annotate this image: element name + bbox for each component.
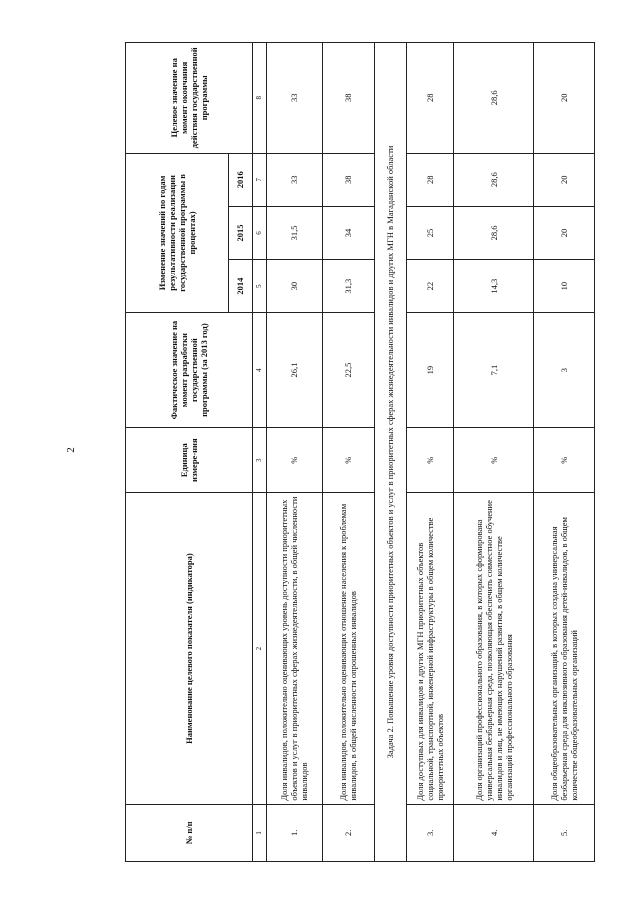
header-year-2016: 2016 [229, 153, 252, 206]
row-2014: 31,3 [322, 260, 374, 313]
row-unit: % [266, 427, 322, 493]
row-2014: 10 [533, 260, 594, 313]
row-2016: 28,6 [454, 153, 534, 206]
row-unit: % [454, 427, 534, 493]
row-num: 3. [407, 804, 454, 861]
row-num: 4. [454, 804, 534, 861]
row-target: 28 [407, 43, 454, 154]
row-actual: 3 [533, 313, 594, 428]
row-num: 1. [266, 804, 322, 861]
row-actual: 26,1 [266, 313, 322, 428]
header-year-2014: 2014 [229, 260, 252, 313]
row-2015: 20 [533, 206, 594, 259]
row-target: 20 [533, 43, 594, 154]
row-2014: 14,3 [454, 260, 534, 313]
row-target: 28,6 [454, 43, 534, 154]
row-2016: 38 [322, 153, 374, 206]
row-actual: 22,5 [322, 313, 374, 428]
table-row [533, 43, 594, 862]
table-row [407, 43, 454, 862]
column-index: 3 [252, 427, 266, 493]
column-index: 6 [252, 206, 266, 259]
row-name: Доля инвалидов, положительно оценивающих уровень доступности приоритетных объектов и услуг в приоритетных сферах жизнедеятельности, в общей численности инвалидов [266, 493, 322, 804]
column-index: 8 [252, 43, 266, 154]
page-number: 2 [64, 447, 77, 453]
row-2015: 25 [407, 206, 454, 259]
row-2015: 28,6 [454, 206, 534, 259]
table-row [266, 43, 322, 862]
row-2016: 20 [533, 153, 594, 206]
indicator-table-container [125, 42, 595, 862]
row-2015: 31,5 [266, 206, 322, 259]
row-target: 38 [322, 43, 374, 154]
row-name: Доля инвалидов, положительно оценивающих отношение населения к проблемам инвалидов, в общей численности опрошенных инвалидов [322, 493, 374, 804]
header-unit: Единица измере-ния [126, 427, 253, 493]
row-unit: % [407, 427, 454, 493]
row-2014: 30 [266, 260, 322, 313]
column-index: 2 [252, 493, 266, 804]
header-target: Целевое значение на момент окончания действия государственной программы [126, 43, 253, 154]
row-actual: 7,1 [454, 313, 534, 428]
header-changes: Изменение значений по годам результативности реализации государственной программы в процентах) [126, 153, 229, 313]
row-2016: 28 [407, 153, 454, 206]
column-index: 5 [252, 260, 266, 313]
task-row [374, 43, 407, 862]
header-name: Наименование целевого показателя (индикатора) [126, 493, 253, 804]
row-2014: 22 [407, 260, 454, 313]
column-index: 1 [252, 804, 266, 861]
row-unit: % [322, 427, 374, 493]
column-index-row [252, 43, 266, 862]
row-num: 5. [533, 804, 594, 861]
table-row [322, 43, 374, 862]
header-num: № п/п [126, 804, 253, 861]
row-2015: 34 [322, 206, 374, 259]
row-name: Доля доступных для инвалидов и других МГН приоритетных объектов социальной, транспортной, инженерной инфраструктуры в общем количестве приоритетных объектов [407, 493, 454, 804]
column-index: 4 [252, 313, 266, 428]
task-2-heading: Задача 2. Повышение уровня доступности приоритетных объектов и услуг в приоритетных сферах жизнедеятельности инвалидов и других МГН в Магаданской области [374, 43, 407, 862]
indicator-table [125, 42, 595, 862]
header-year-2015: 2015 [229, 206, 252, 259]
row-name: Доля организаций профессионального образования, в которых сформирована универсальная безбарьерная среда, позволяющая обеспечить совместное обучение инвалидов и лиц, не имеющих нарушений развития, в общем количестве организаций профессионального образования [454, 493, 534, 804]
row-actual: 19 [407, 313, 454, 428]
column-index: 7 [252, 153, 266, 206]
row-num: 2. [322, 804, 374, 861]
row-name: Доля общеобразовательных организаций, в которых создана универсальная безбарьерная среда для инклюзивного образования детей-инвалидов, в общем количестве общеобразовательных организаций [533, 493, 594, 804]
row-2016: 33 [266, 153, 322, 206]
row-unit: % [533, 427, 594, 493]
header-actual: Фактическое значение на момент разработки государственной программы (за 2013 год) [126, 313, 253, 428]
row-target: 33 [266, 43, 322, 154]
table-row [454, 43, 534, 862]
